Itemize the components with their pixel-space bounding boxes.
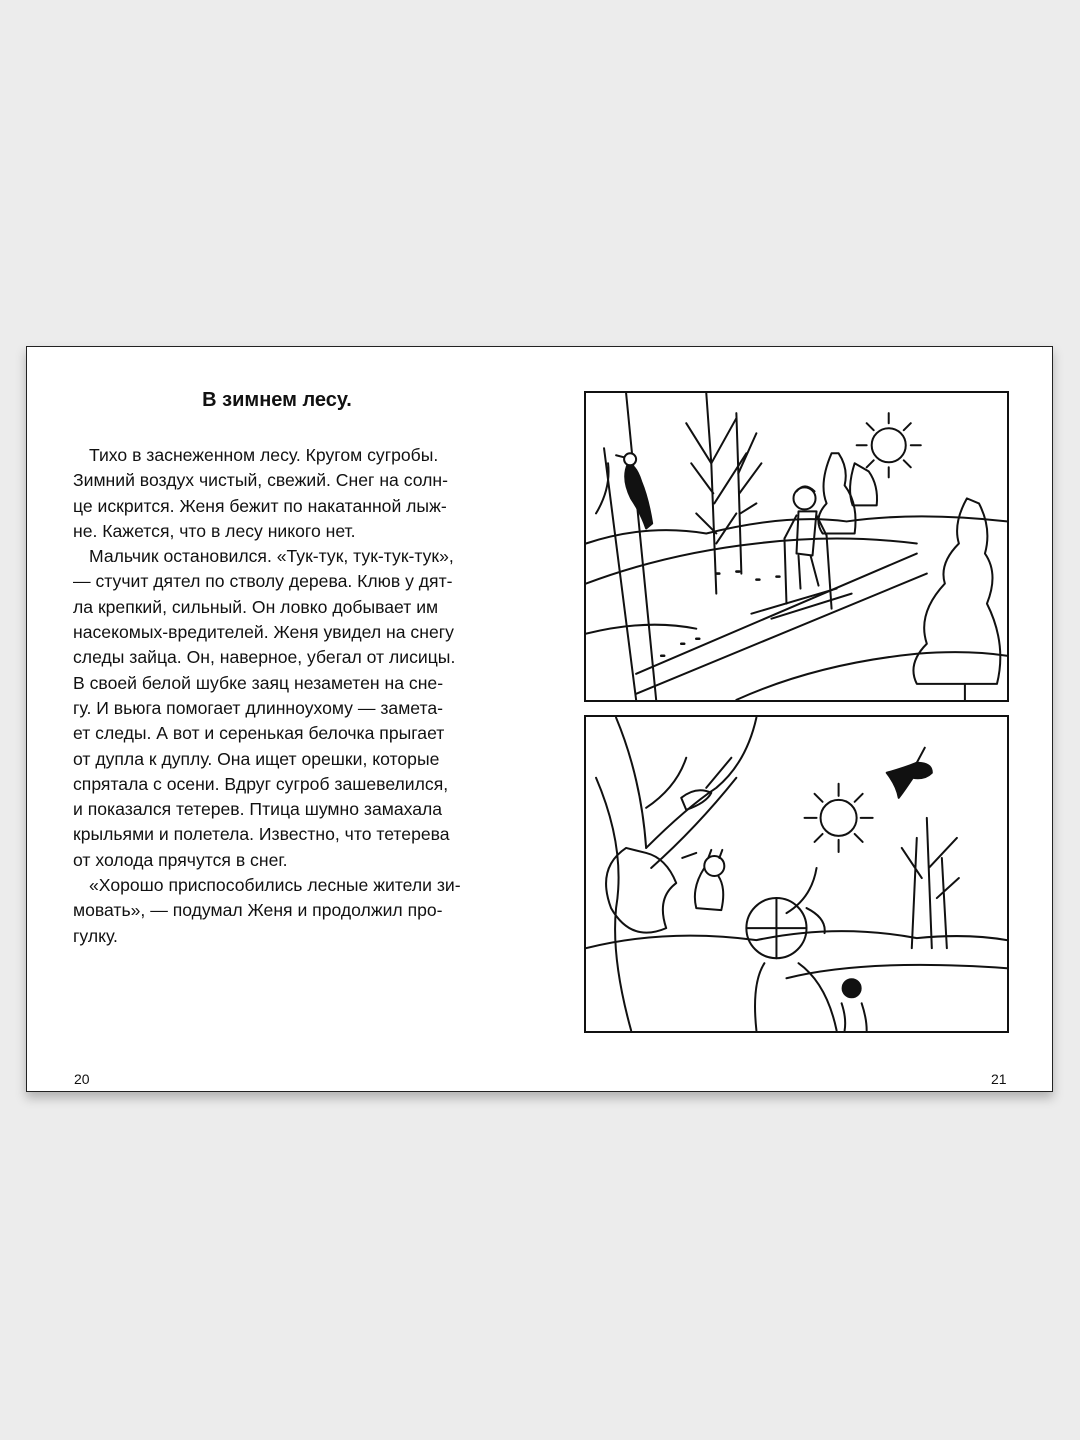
illustration-squirrel [584, 715, 1009, 1033]
story-line: мовать», — подумал Женя и продолжил про- [73, 900, 443, 921]
hill-line [586, 931, 1007, 948]
child-in-hat-icon [746, 868, 866, 1030]
bare-tree-icon [596, 393, 656, 700]
squirrel-icon [606, 848, 724, 933]
story-line: Мальчик остановился. «Тук-тук, тук-тук-тук», [89, 546, 454, 567]
book-spread [26, 346, 1053, 1092]
story-line: и показался тетерев. Птица шумно замахала [73, 799, 443, 820]
hill-line [736, 652, 1007, 700]
page-number-left: 20 [74, 1071, 90, 1087]
sun-icon [805, 784, 873, 852]
story-line: В своей белой шубке заяц незаметен на сне- [73, 672, 444, 693]
story-text [73, 443, 533, 949]
story-line: ет следы. А вот и серенькая белочка прыгает [73, 723, 445, 744]
story-line: гу. И вьюга помогает длинноухому — замета- [73, 697, 443, 718]
story-line: гулку. [73, 925, 118, 946]
page-number-right: 21 [991, 1071, 1007, 1087]
woodpecker-icon [616, 453, 652, 528]
bare-tree-icon [686, 393, 761, 593]
story-line: ла крепкий, сильный. Он ловко добывает им [73, 596, 439, 617]
story-line: следы зайца. Он, наверное, убегал от лисицы. [73, 647, 456, 668]
story-line: не. Кажется, что в лесу никого нет. [73, 520, 356, 541]
story-line: Зимний воздух чистый, свежий. Снег на солн- [73, 470, 448, 491]
story-line: — стучит дятел по стволу дерева. Клюв у дят- [73, 571, 453, 592]
story-line: це искрится. Женя бежит по накатанной лыж- [73, 495, 447, 516]
bare-tree-icon [596, 718, 756, 1031]
sun-icon [857, 413, 921, 477]
bare-tree-icon [902, 818, 959, 948]
fir-tree-icon [913, 498, 1000, 699]
story-title: В зимнем лесу. [202, 389, 352, 411]
story-line: насекомых-вредителей. Женя увидел на снегу [73, 622, 454, 643]
story-line: Тихо в заснеженном лесу. Кругом сугробы. [89, 445, 439, 465]
story-paragraph [73, 544, 533, 873]
story-line: от холода прячутся в снег. [73, 849, 288, 870]
skier-icon [751, 486, 851, 618]
hill-line [586, 625, 696, 634]
ski-track [636, 574, 927, 694]
story-line: «Хорошо приспособились лесные жители зи- [89, 875, 461, 896]
illustration-skier [584, 391, 1009, 702]
story-paragraph [73, 443, 533, 544]
hill-line [786, 965, 1007, 978]
black-grouse-icon [887, 748, 932, 798]
story-line: крыльями и полетела. Известно, что тетерева [73, 824, 450, 845]
ski-track [636, 554, 917, 674]
hill-line [586, 538, 917, 583]
story-line: от дупла к дуплу. Она ищет орешки, которые [73, 748, 440, 769]
story-paragraph [73, 873, 533, 949]
story-line: спрятала с осени. Вдруг сугроб зашевелился, [73, 773, 449, 794]
